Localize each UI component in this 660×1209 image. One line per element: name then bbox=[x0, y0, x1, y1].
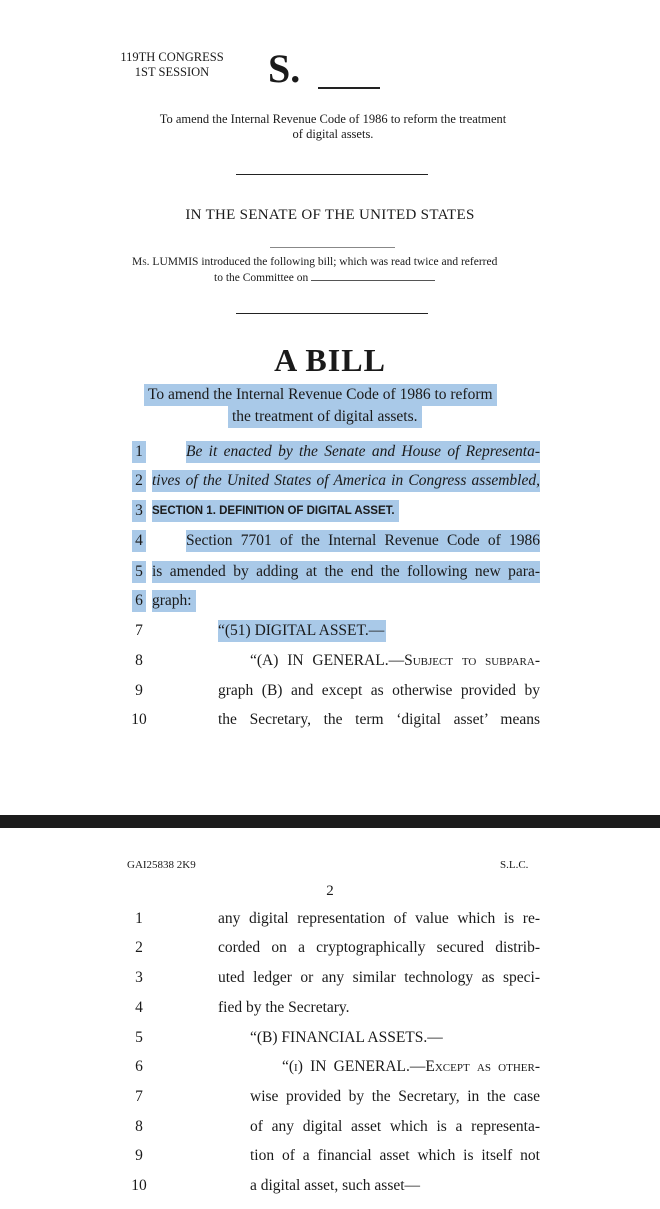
committee-text: to the Committee on bbox=[214, 272, 309, 284]
page-2 bbox=[0, 828, 660, 1200]
line-number: 1 bbox=[135, 910, 143, 927]
bill-line-8 bbox=[0, 650, 660, 684]
line-number: 5 bbox=[135, 1029, 143, 1046]
section-heading: SECTION 1. DEFINITION OF DIGITAL ASSET. bbox=[152, 500, 399, 522]
line-number: 4 bbox=[132, 530, 146, 552]
line-text: tion of a financial asset which is itself not bbox=[250, 1147, 540, 1164]
line-text: any digital representation of value which is re- bbox=[218, 910, 540, 927]
bill-line-2 bbox=[0, 937, 660, 971]
short-purpose bbox=[120, 112, 546, 142]
line-text: “(51) DIGITAL ASSET.— bbox=[218, 620, 386, 642]
bill-line-3 bbox=[0, 500, 660, 534]
line-text: a digital asset, such asset— bbox=[250, 1177, 421, 1194]
short-purpose-line-1: To amend the Internal Revenue Code of 1986 to reform the treatment bbox=[159, 112, 507, 126]
line-text: graph: bbox=[152, 590, 196, 612]
line-number: 2 bbox=[135, 939, 143, 956]
bill-line-10 bbox=[0, 1175, 660, 1209]
chamber-heading: IN THE SENATE OF THE UNITED STATES bbox=[185, 207, 475, 223]
line-text: uted ledger or any similar technology as speci- bbox=[218, 969, 540, 986]
slc-label: S.L.C. bbox=[500, 859, 529, 871]
line-text: “(A) IN GENERAL.—Subject to subpara- bbox=[250, 652, 540, 669]
page-separator bbox=[0, 815, 660, 828]
purpose-line-1: To amend the Internal Revenue Code of 1986 to reform bbox=[144, 384, 497, 406]
bill-line-7 bbox=[0, 1086, 660, 1120]
sponsor-name: Ms. LUMMIS bbox=[132, 256, 199, 268]
line-text: the Secretary, the term ‘digital asset’ means bbox=[218, 711, 540, 728]
line-number: 10 bbox=[131, 1177, 147, 1194]
line-number: 6 bbox=[135, 1058, 143, 1075]
bill-heading: A BILL bbox=[274, 342, 386, 378]
line-number: 10 bbox=[131, 711, 147, 728]
line-text: fied by the Secretary. bbox=[218, 999, 350, 1016]
line-number: 7 bbox=[135, 1088, 143, 1105]
line-number: 1 bbox=[132, 441, 146, 463]
divider-rule bbox=[236, 174, 428, 175]
divider-rule-short bbox=[270, 247, 395, 248]
bill-number-blank bbox=[318, 87, 380, 89]
bill-line-7 bbox=[0, 620, 660, 654]
line-number: 8 bbox=[135, 652, 143, 669]
line-text: of any digital asset which is a representa- bbox=[250, 1118, 540, 1135]
line-text: wise provided by the Secretary, in the case bbox=[250, 1088, 540, 1105]
introduction-text bbox=[132, 254, 497, 286]
line-number: 4 bbox=[135, 999, 143, 1016]
bill-line-2 bbox=[0, 470, 660, 504]
line-text: graph (B) and except as otherwise provided by bbox=[218, 682, 540, 699]
line-number: 9 bbox=[135, 682, 143, 699]
bill-line-9 bbox=[0, 1145, 660, 1179]
line-text: is amended by adding at the end the following new para- bbox=[152, 561, 540, 583]
line-number: 8 bbox=[135, 1118, 143, 1135]
purpose-line-2: the treatment of digital assets. bbox=[228, 406, 422, 428]
page-number: 2 bbox=[326, 883, 334, 899]
committee-blank bbox=[311, 272, 435, 281]
line-number: 5 bbox=[132, 561, 146, 583]
bill-line-10 bbox=[0, 709, 660, 743]
document-id: GAI25838 2K9 bbox=[127, 859, 196, 871]
intro-text: introduced the following bill; which was read twice and referred bbox=[201, 256, 498, 268]
congress-label bbox=[112, 50, 232, 80]
bill-line-4 bbox=[0, 530, 660, 564]
line-text: corded on a cryptographically secured distrib- bbox=[218, 939, 540, 956]
short-purpose-line-2: of digital assets. bbox=[292, 127, 374, 141]
bill-line-6 bbox=[0, 1056, 660, 1090]
bill-line-3 bbox=[0, 967, 660, 1001]
bill-line-4 bbox=[0, 997, 660, 1031]
line-text: Be it enacted by the Senate and House of Representa- bbox=[186, 441, 540, 463]
line-number: 2 bbox=[132, 470, 146, 492]
session-label: 1ST SESSION bbox=[134, 65, 210, 79]
congress-number: 119TH CONGRESS bbox=[120, 50, 224, 64]
line-text: tives of the United States of America in Congress assembled, bbox=[152, 470, 540, 492]
line-text: “(i) IN GENERAL.—Except as other- bbox=[282, 1058, 540, 1075]
bill-number-prefix: S. bbox=[268, 46, 301, 91]
line-number: 7 bbox=[135, 622, 143, 639]
divider-rule bbox=[236, 313, 428, 314]
bill-line-6 bbox=[0, 590, 660, 624]
line-number: 3 bbox=[135, 969, 143, 986]
line-text: Section 7701 of the Internal Revenue Code of 1986 bbox=[186, 530, 540, 552]
line-number: 9 bbox=[135, 1147, 143, 1164]
line-number: 3 bbox=[132, 500, 146, 522]
line-number: 6 bbox=[132, 590, 146, 612]
line-text: “(B) FINANCIAL ASSETS.— bbox=[250, 1029, 443, 1046]
